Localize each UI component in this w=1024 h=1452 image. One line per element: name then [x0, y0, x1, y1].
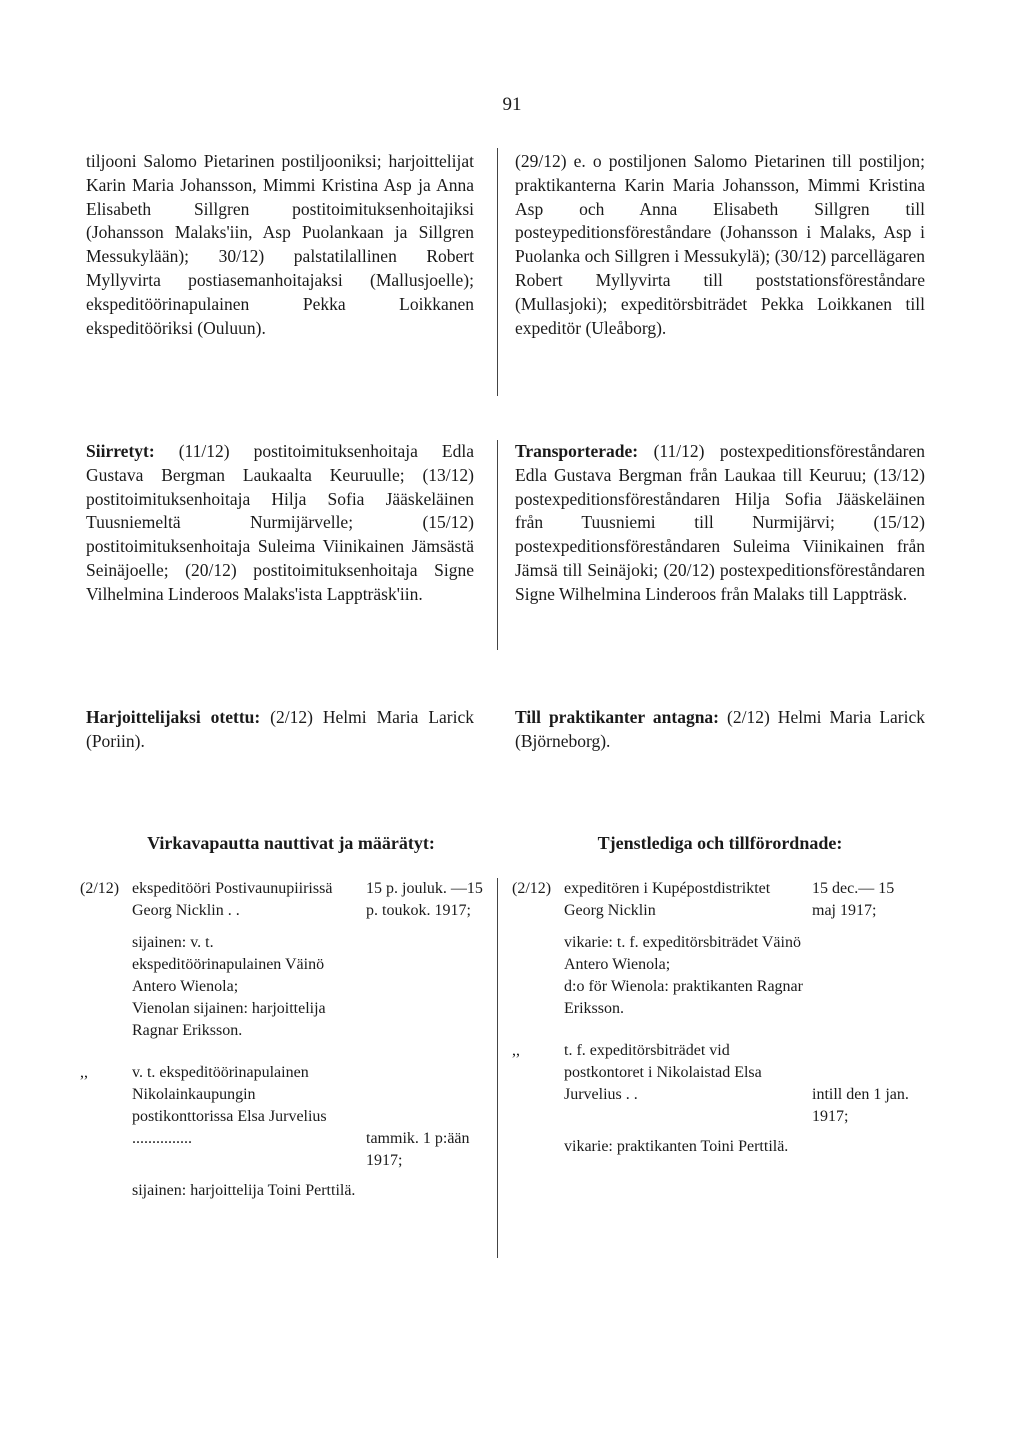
leave-entry: ,, v. t. ekspeditöörinapulainen Nikolainkaupungin postikonttorissa Elsa Jurvelius ............... tammik. 1 p:ään 1917; [80, 1064, 470, 1169]
leave-list-sv: (2/12) expeditören i Kupépostdistriktet Georg Nicklin 15 dec.— 15 maj 1917; vikarie: t. f. expeditörsbiträdet Väinö Antero Wienola; d:o för Wienola: praktikanten Ragnar Eriksson. ,, t. f. expeditörsbiträdet vid postkontoret i Nikolaistad Elsa Jurvelius . . intill den 1 jan. 1917; vikarie: praktikanten Toini Perttilä. [512, 878, 932, 1158]
trainees-fi: Harjoittelijaksi otettu: (2/12) Helmi Maria Larick (Poriin). [86, 707, 474, 751]
page-number: 91 [502, 94, 522, 115]
leave-entry: (2/12) expeditören i Kupépostdistriktet Georg Nicklin 15 dec.— 15 maj 1917; [512, 880, 895, 919]
transfers-fi: Siirretyt: (11/12) postitoimituksenhoitaja Edla Gustava Bergman Laukaalta Keuruulle; (13/12) postitoimituksenhoitaja Hilja Sofia Jääskeläinen Tuusniemeltä Nurmijärvelle; (15/12) postitoimituksenhoitaja Suleima Viinikainen Jämsästä Seinäjoelle; (20/12) postitoimituksenhoitaja Signe Vilhelmina Linderoos Malaks'ista Lappträsk'iin. [86, 441, 475, 604]
trainees-sv: Till praktikanter antagna: (2/12) Helmi Maria Larick (Björneborg). [515, 707, 926, 751]
leave-entry: (2/12) ekspeditööri Postivaunupiirissä Georg Nicklin . . 15 p. jouluk. —15 p. toukok. 1917; [80, 880, 483, 919]
column-divider [497, 148, 498, 396]
column-divider [497, 440, 498, 650]
appointments-fi: tiljooni Salomo Pietarinen postiljooniksi; harjoittelijat Karin Maria Johansson, Mimmi Kristina Asp ja Anna Elisabeth Sillgren postitoimituksenhoitajiksi (Johansson Malaks'iin, Asp Puolankaan ja Sillgren Messukylään); 30/12) palstatilallinen Robert Myllyvirta postiasemanhoitajaksi (Mallusjoelle); ekspeditöörinapulainen Pekka Loikkanen ekspeditööriksi (Ouluun). [86, 151, 474, 338]
column-divider [497, 878, 498, 1258]
leave-entry: ,, t. f. expeditörsbiträdet vid postkontoret i Nikolaistad Elsa Jurvelius . . intill den 1 jan. 1917; [512, 1042, 909, 1125]
appointments-sv: (29/12) e. o postiljonen Salomo Pietarinen till postiljon; praktikanterna Karin Maria Johansson, Mimmi Kristina Asp och Anna Elisabeth Sillgren till posteypeditionsföreståndare (Johansson i Malaks, Asp i Puolanka och Sillgren i Messukylä); (30/12) parcellägaren Robert Myllyvirta till poststationsföreståndare (Mullasjoki); expeditörsbiträdet Pekka Loikkanen till expeditör (Uleåborg). [515, 151, 925, 338]
leave-heading-fi: Virkavapautta nauttivat ja määrätyt: [147, 833, 435, 853]
transfers-sv: Transporterade: (11/12) postexpeditionsföreståndaren Edla Gustava Bergman från Laukaa till Keuruu; (13/12) postexpeditionsföreståndaren Hilja Sofia Jääskeläinen från Tuusniemi till Nurmijärvi; (15/12) postexpeditionsföreståndaren Suleima Viinikainen från Jämsä till Seinäjoki; (20/12) postexpeditionsföreståndaren Signe Wilhelmina Linderoos från Malaks till Lappträsk. [515, 441, 926, 604]
leave-list-fi: (2/12) ekspeditööri Postivaunupiirissä Georg Nicklin . . 15 p. jouluk. —15 p. toukok. 1917; sijainen: v. t. ekspeditöörinapulainen Väinö Antero Wienola; Vienolan sijainen: harjoittelija Ragnar Eriksson. ,, v. t. ekspeditöörinapulainen Nikolainkaupungin postikonttorissa Elsa Jurvelius ............... tammik. 1 p:ään 1917; sijainen: harjoittelija Toini Perttilä. [80, 878, 490, 1202]
leave-heading-sv: Tjenstlediga och tillförordnade: [597, 833, 843, 853]
